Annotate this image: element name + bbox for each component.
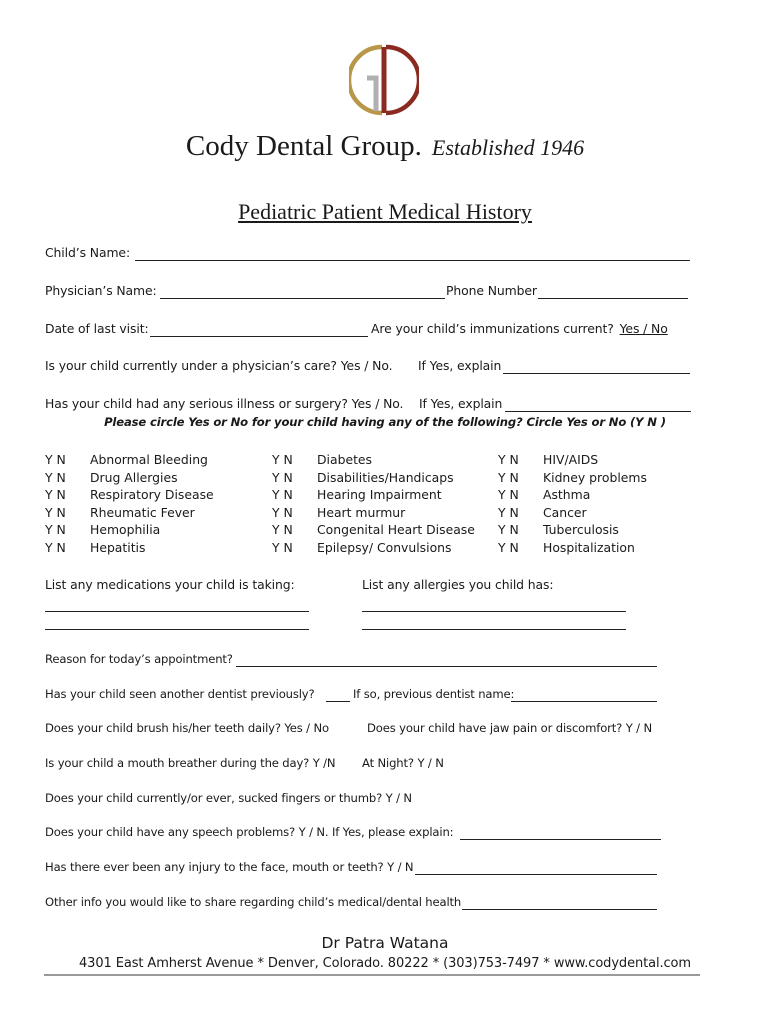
yn-option[interactable]: Y N bbox=[498, 522, 519, 537]
condition-item: Asthma bbox=[543, 487, 591, 502]
reason-field[interactable] bbox=[236, 666, 657, 667]
other-dentist-question: Has your child seen another dentist previously? bbox=[45, 687, 315, 701]
clinic-name: Cody Dental Group. bbox=[185, 130, 422, 162]
child-name-label: Child’s Name: bbox=[45, 245, 131, 260]
brush-question: Does your child brush his/her teeth daily? Yes / No bbox=[45, 721, 329, 735]
yn-option[interactable]: Y N bbox=[45, 469, 66, 485]
under-care-explain-label: If Yes, explain bbox=[418, 358, 502, 373]
yn-option[interactable]: Y N bbox=[272, 469, 293, 485]
other-info-field[interactable] bbox=[462, 909, 657, 910]
condition-item: Hemophilia bbox=[90, 522, 161, 537]
yn-option[interactable]: Y N bbox=[272, 539, 293, 555]
phone-number-label: Phone Number bbox=[446, 283, 537, 298]
condition-item: Rheumatic Fever bbox=[90, 504, 195, 520]
yn-option[interactable]: Y N bbox=[45, 504, 66, 520]
yn-option[interactable]: Y N bbox=[272, 522, 293, 537]
doctor-name: Dr Patra Watana bbox=[321, 934, 449, 952]
allergies-field-2[interactable] bbox=[362, 629, 626, 630]
logo-right-arc bbox=[386, 47, 419, 113]
condition-item: Heart murmur bbox=[317, 504, 406, 520]
logo-center-mark bbox=[367, 78, 376, 111]
other-dentist-answer-field[interactable] bbox=[326, 701, 350, 702]
child-name-row bbox=[45, 245, 130, 260]
yn-option[interactable]: Y N bbox=[498, 504, 519, 520]
allergies-field-1[interactable] bbox=[362, 611, 626, 612]
mouth-breather-question: Is your child a mouth breather during the day? Y /N bbox=[45, 756, 336, 770]
illness-explain-field[interactable] bbox=[505, 411, 691, 412]
medications-field-2[interactable] bbox=[45, 629, 309, 630]
established-text: Established 1946 bbox=[431, 135, 585, 160]
phone-number-field[interactable] bbox=[538, 298, 688, 299]
condition-item: Congenital Heart Disease bbox=[317, 522, 475, 537]
injury-field[interactable] bbox=[415, 874, 657, 875]
at-night-question: At Night? Y / N bbox=[362, 756, 444, 770]
conditions-col2 bbox=[317, 451, 475, 556]
conditions-yn-col1 bbox=[45, 451, 66, 556]
condition-item: HIV/AIDS bbox=[543, 452, 599, 467]
footer-divider bbox=[44, 974, 700, 976]
medications-field-1[interactable] bbox=[45, 611, 309, 612]
yn-option[interactable]: Y N bbox=[272, 452, 293, 467]
child-name-field[interactable] bbox=[135, 260, 690, 261]
yn-option[interactable]: Y N bbox=[272, 487, 293, 502]
medications-label: List any medications your child is taking: bbox=[45, 577, 295, 592]
form-title: Pediatric Patient Medical History bbox=[238, 199, 532, 224]
conditions-yn-col3 bbox=[498, 451, 519, 556]
yn-option[interactable]: Y N bbox=[45, 522, 66, 537]
under-care-explain-field[interactable] bbox=[503, 373, 690, 374]
clinic-name-line bbox=[0, 130, 770, 163]
yn-option[interactable]: Y N bbox=[45, 452, 66, 467]
condition-item: Tuberculosis bbox=[543, 522, 619, 537]
circle-instruction: Please circle Yes or No for your child having any of the following? Circle Yes or No (Y N ) bbox=[104, 415, 666, 429]
yn-option[interactable]: Y N bbox=[498, 452, 519, 467]
clinic-logo bbox=[349, 44, 419, 116]
yn-option[interactable]: Y N bbox=[45, 539, 66, 555]
immunizations-row bbox=[371, 321, 668, 336]
physician-name-label: Physician’s Name: bbox=[45, 283, 157, 298]
clinic-address: 4301 East Amherst Avenue * Denver, Colorado. 80222 * (303)753-7497 * www.codydental.com bbox=[79, 956, 691, 971]
condition-item: Hepatitis bbox=[90, 539, 146, 555]
speech-question: Does your child have any speech problems? Y / N. If Yes, please explain: bbox=[45, 825, 454, 839]
condition-item: Disabilities/Handicaps bbox=[317, 469, 454, 485]
speech-explain-field[interactable] bbox=[460, 839, 661, 840]
conditions-yn-col2 bbox=[272, 451, 293, 556]
condition-item: Epilepsy/ Convulsions bbox=[317, 539, 452, 555]
last-visit-label: Date of last visit: bbox=[45, 321, 149, 336]
other-dentist-name-label: If so, previous dentist name: bbox=[353, 687, 515, 701]
condition-item: Respiratory Disease bbox=[90, 487, 214, 502]
fingers-question: Does your child currently/or ever, sucked fingers or thumb? Y / N bbox=[45, 791, 412, 805]
condition-item: Diabetes bbox=[317, 452, 373, 467]
condition-item: Hearing Impairment bbox=[317, 487, 442, 502]
allergies-label: List any allergies you child has: bbox=[362, 577, 554, 592]
reason-label: Reason for today’s appointment? bbox=[45, 652, 233, 666]
condition-item: Abnormal Bleeding bbox=[90, 452, 208, 467]
yn-option[interactable]: Y N bbox=[498, 469, 519, 485]
condition-item: Hospitalization bbox=[543, 539, 635, 555]
yn-option[interactable]: Y N bbox=[45, 487, 66, 502]
last-visit-field[interactable] bbox=[150, 336, 368, 337]
condition-item: Drug Allergies bbox=[90, 469, 178, 485]
under-care-question: Is your child currently under a physician’s care? Yes / No. bbox=[45, 358, 393, 373]
illness-question: Has your child had any serious illness or surgery? Yes / No. bbox=[45, 396, 404, 411]
condition-item: Kidney problems bbox=[543, 469, 647, 485]
other-info-question: Other info you would like to share regarding child’s medical/dental health bbox=[45, 895, 462, 909]
condition-item: Cancer bbox=[543, 504, 587, 520]
yn-option[interactable]: Y N bbox=[272, 504, 293, 520]
physician-name-field[interactable] bbox=[160, 298, 445, 299]
immunizations-label: Are your child’s immunizations current? bbox=[371, 321, 614, 336]
illness-explain-label: If Yes, explain bbox=[419, 396, 503, 411]
yn-option[interactable]: Y N bbox=[498, 487, 519, 502]
jaw-pain-question: Does your child have jaw pain or discomfort? Y / N bbox=[367, 721, 652, 735]
other-dentist-name-field[interactable] bbox=[511, 701, 657, 702]
conditions-col1 bbox=[90, 451, 214, 556]
conditions-col3 bbox=[543, 451, 647, 556]
immunizations-options[interactable]: Yes / No bbox=[619, 321, 668, 336]
yn-option[interactable]: Y N bbox=[498, 539, 519, 555]
injury-question: Has there ever been any injury to the face, mouth or teeth? Y / N bbox=[45, 860, 414, 874]
